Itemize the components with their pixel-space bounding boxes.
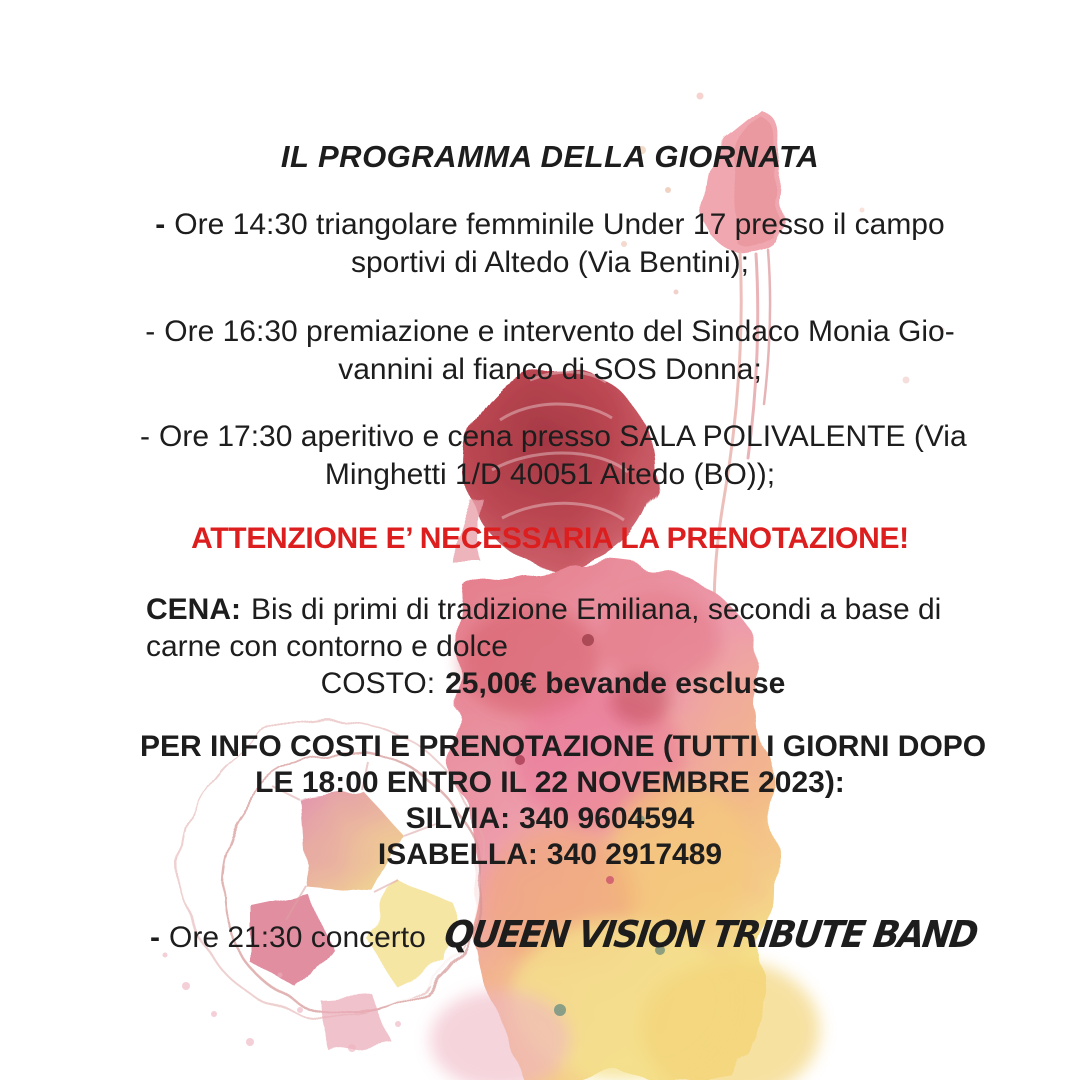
schedule-item-line: vannini al fianco di SOS Donna; — [338, 353, 762, 386]
cost-label: COSTO: — [320, 667, 436, 700]
concert-prefix: Ore 21:30 concerto — [169, 921, 426, 954]
contact-silvia — [140, 801, 960, 837]
bullet-dash: - — [145, 315, 156, 348]
dinner-description-line: Bis di primi di tradizione Emiliana, secondi a base di — [251, 593, 942, 626]
bullet-dash: - — [150, 921, 160, 954]
bullet-dash: - — [155, 208, 166, 241]
contact-isabella — [140, 837, 960, 873]
dinner-description-line: carne con contorno e dolce — [146, 630, 508, 663]
dinner-section — [140, 591, 960, 702]
schedule-item-line: sportivi di Altedo (Via Bentini); — [351, 246, 749, 279]
contact-phone: 340 9604594 — [519, 802, 695, 835]
reservation-warning: ATTENZIONE E’ NECESSARIA LA PRENOTAZIONE! — [191, 522, 909, 555]
contact-phone: 340 2917489 — [546, 838, 723, 871]
dinner-label: CENA: — [146, 593, 241, 626]
schedule-item-line: Ore 14:30 triangolare femminile Under 17 presso il campo — [174, 208, 945, 241]
schedule-item-1430 — [140, 206, 960, 282]
info-heading-line: LE 18:00 ENTRO IL 22 NOVEMBRE 2023): — [255, 766, 845, 799]
schedule-item-line: Minghetti 1/D 40051 Altedo (BO)); — [324, 458, 776, 491]
schedule-item-1730 — [140, 418, 967, 494]
band-name: QUEEN VISION TRIBUTE BAND — [441, 913, 980, 956]
info-section — [140, 729, 987, 873]
schedule-item-line: Ore 17:30 aperitivo e cena presso SALA POLIVALENTE (Via — [159, 420, 967, 453]
cost-value: 25,00€ bevande escluse — [445, 667, 786, 700]
concert-line — [140, 913, 980, 957]
page-title: IL PROGRAMMA DELLA GIORNATA — [280, 139, 820, 174]
contact-name: SILVIA: — [405, 802, 511, 835]
contact-name: ISABELLA: — [377, 838, 538, 871]
bullet-dash: - — [140, 420, 150, 453]
info-heading-line: PER INFO COSTI E PRENOTAZIONE (TUTTI I GIORNI DOPO — [140, 730, 987, 763]
schedule-item-1630 — [140, 313, 960, 389]
schedule-item-line: Ore 16:30 premiazione e intervento del Sindaco Monia Gio- — [164, 315, 955, 348]
